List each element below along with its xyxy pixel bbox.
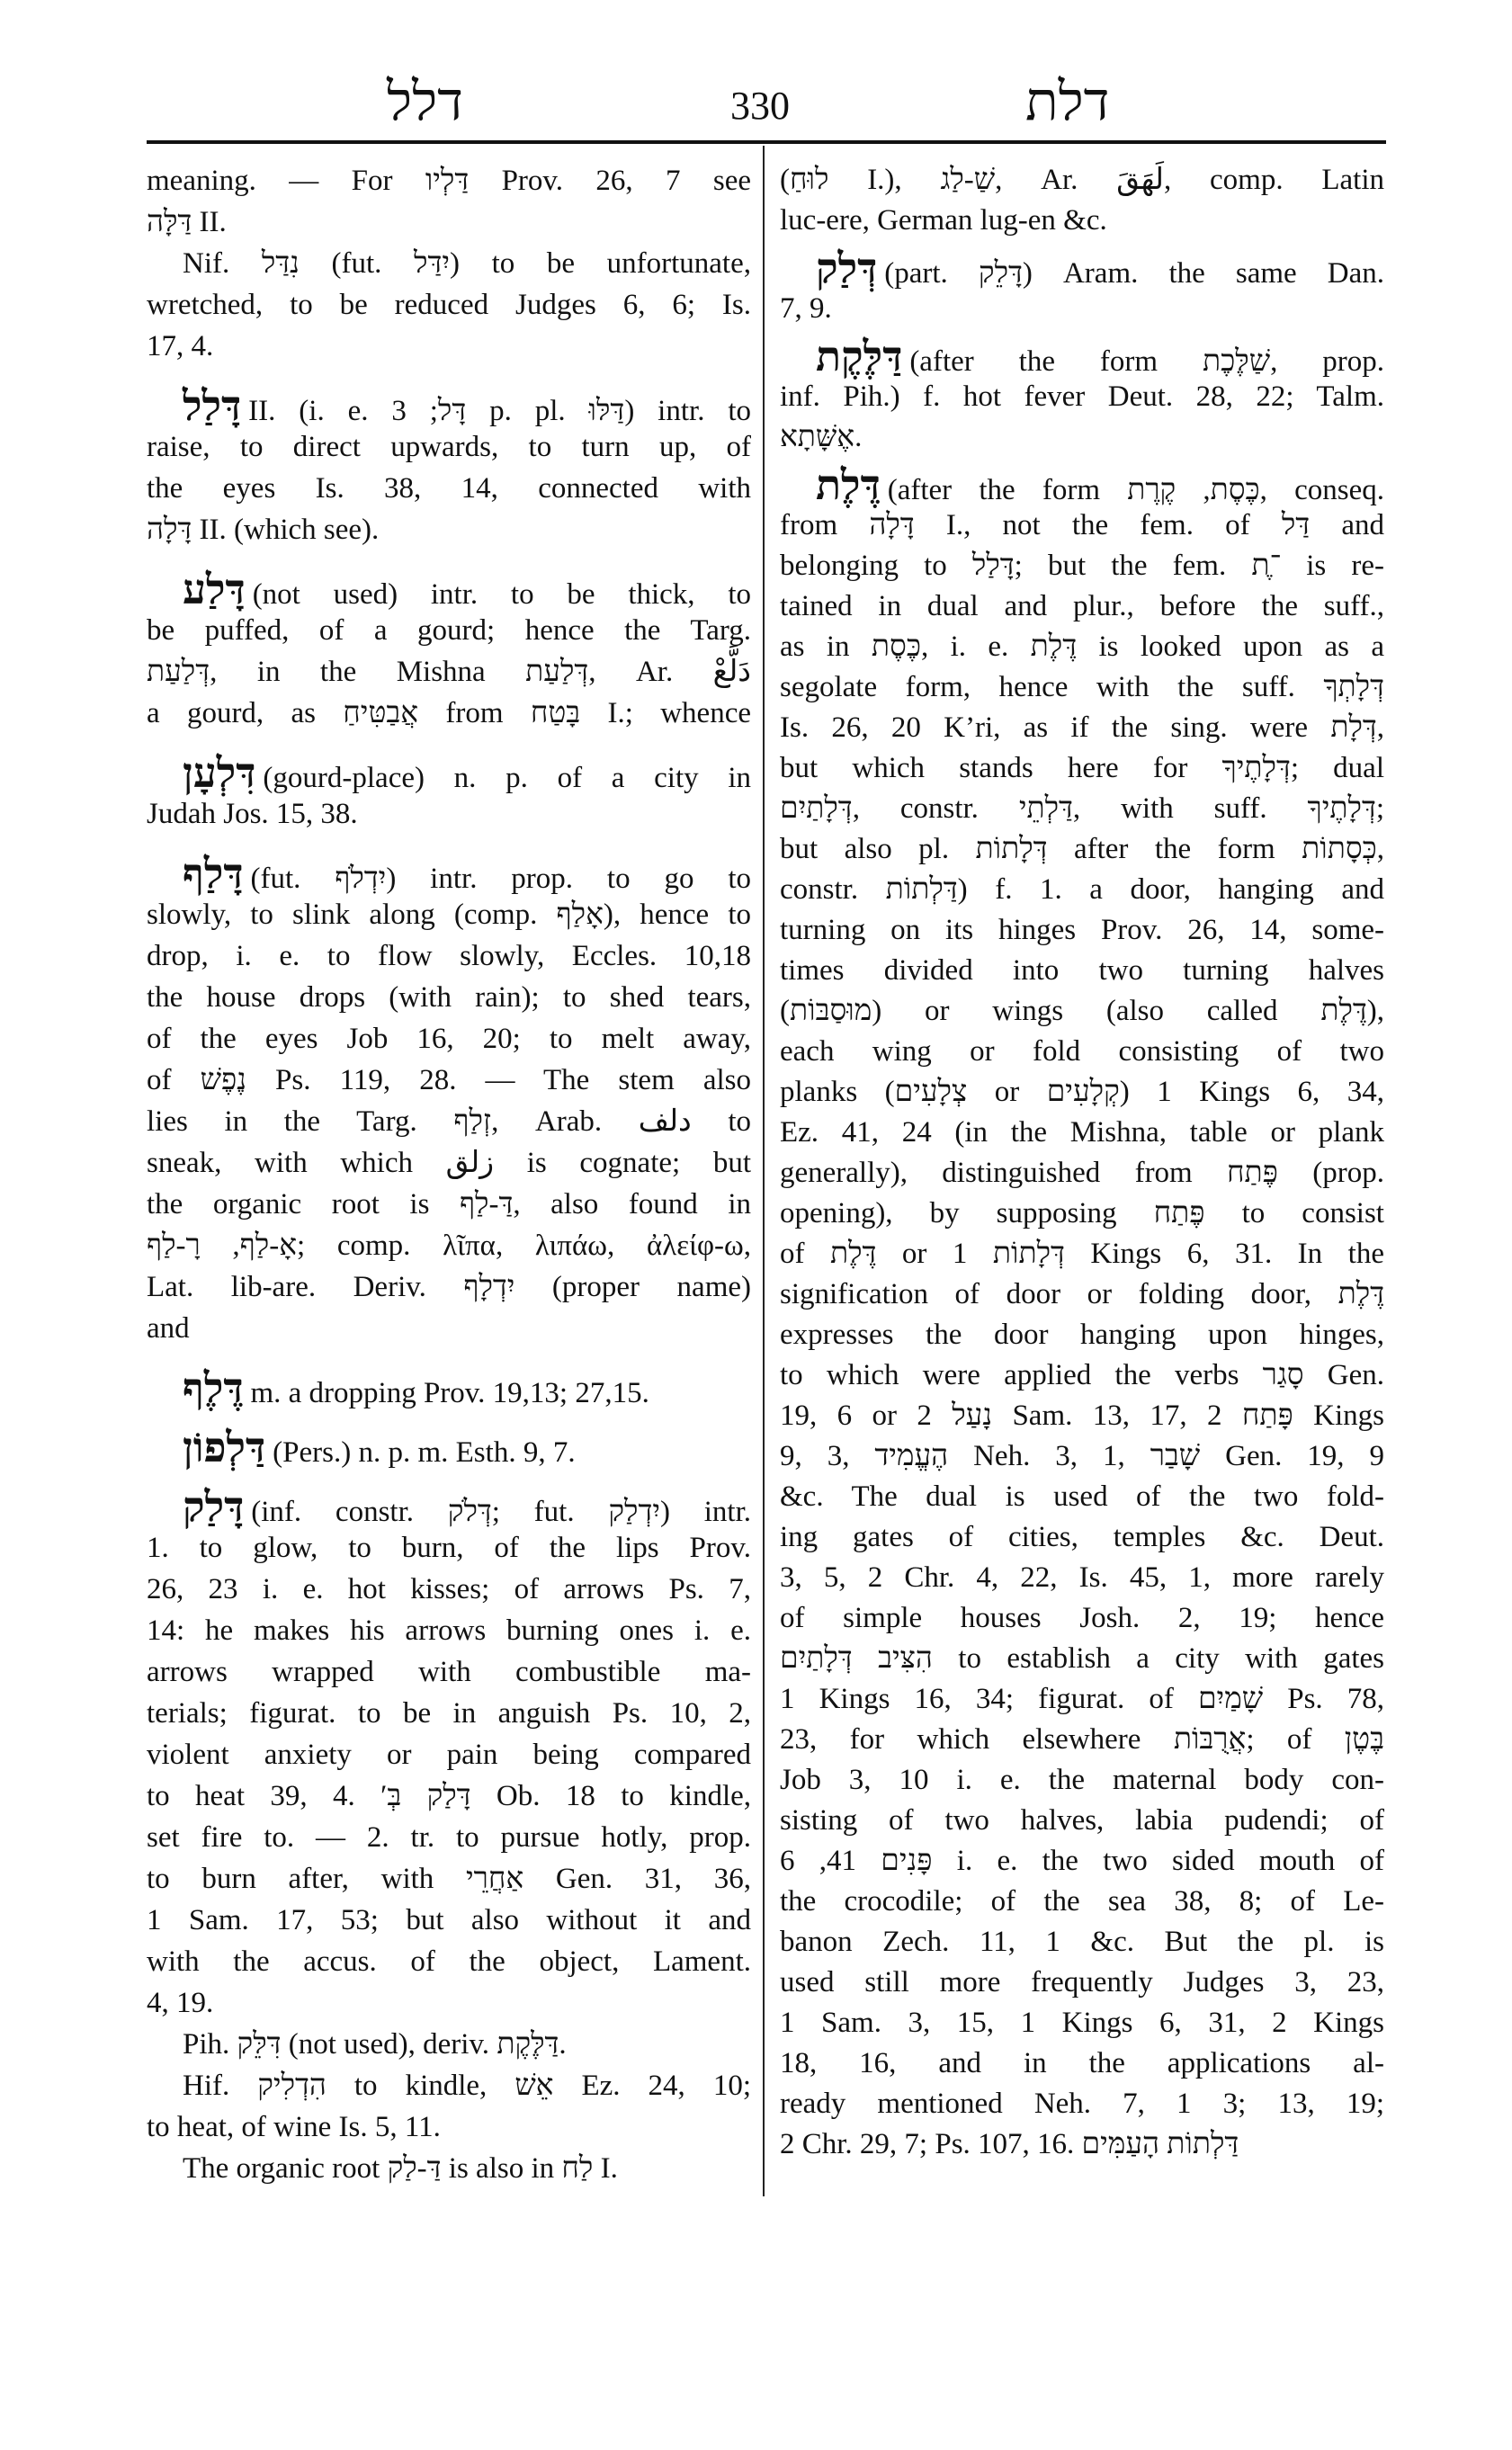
- line-text: segolate form, hence with the suff. דְּלָתְךָ: [780, 671, 1384, 703]
- text-line: [780, 586, 1384, 627]
- text-line: [780, 377, 1384, 417]
- line-text: פָּנִים 41, 6 i. e. the two sided mouth of: [780, 1845, 1384, 1877]
- text-line: [147, 1734, 751, 1775]
- text-line: [147, 793, 751, 835]
- text-line: [147, 977, 751, 1018]
- headword: דַּלֶּקֶת: [816, 332, 903, 380]
- headword: דִּלְעָן: [183, 748, 256, 797]
- headword: דָּלַף: [183, 849, 244, 898]
- entry-headword-line: [780, 332, 1384, 380]
- text-line: [780, 1355, 1384, 1396]
- line-text: as in כֶּסֶת, i. e. דֶּלֶת is looked upon as a: [780, 630, 1384, 663]
- text-line: [780, 991, 1384, 1032]
- text-line: [147, 1225, 751, 1266]
- line-text: with the accus. of the object, Lament.: [147, 1945, 751, 1978]
- text-line: [780, 1679, 1384, 1720]
- line-text: and: [147, 1312, 190, 1345]
- text-line: [147, 2148, 751, 2189]
- text-line: [147, 1941, 751, 1982]
- line-text: sisting of two halves, labia pudendi; of: [780, 1804, 1384, 1837]
- text-line: [780, 1922, 1384, 1963]
- text-line: [780, 1396, 1384, 1436]
- text-line: [147, 426, 751, 468]
- line-text: Ez. 41, 24 (in the Mishna, table or plank: [780, 1116, 1384, 1149]
- text-line: [780, 417, 1384, 458]
- text-line: [147, 509, 751, 550]
- text-line: [780, 1153, 1384, 1194]
- text-line: [147, 1184, 751, 1225]
- text-line: [147, 1858, 751, 1900]
- line-text: signification of door or folding door, דֶּלֶת: [780, 1278, 1384, 1310]
- entry-headword-line: [780, 460, 1384, 509]
- text-line: [780, 2084, 1384, 2124]
- text-line: [780, 505, 1384, 546]
- line-text: דְּלָתַיִם, constr. דַּלְתֵי, with suff. דְּלָתֶיךָ;: [780, 792, 1384, 825]
- text-line: [780, 1558, 1384, 1598]
- entry-headword-line: [147, 1423, 751, 1471]
- line-text: drop, i. e. to flow slowly, Eccles. 10,18: [147, 940, 751, 972]
- line-text: Lat. lib-are. Deriv. יִדְלָף (proper name): [147, 1271, 752, 1303]
- text-line: [780, 1760, 1384, 1801]
- line-text: meaning. — For דַּלְיו Prov. 26, 7 see: [147, 165, 751, 197]
- left-column: [147, 160, 751, 2189]
- line-text: used still more frequently Judges 3, 23,: [780, 1966, 1384, 1998]
- line-text: Hif. הִדְלִיק to kindle, אֵשׁ Ez. 24, 10;: [183, 2070, 751, 2102]
- text-line: [780, 1194, 1384, 1234]
- line-text: (part. דָּלֵק) Aram. the same Dan.: [884, 257, 1385, 290]
- line-text: דְּלַעַת, in the Mishna דְּלַעַת, Ar. دَلَّعْ: [147, 656, 751, 688]
- line-text: planks (צְלָעִים or קְלָעִים) 1 Kings 6, 34,: [780, 1076, 1384, 1108]
- line-text: luc-ere, German lug-en &c.: [780, 204, 1107, 237]
- text-line: [147, 1266, 751, 1308]
- line-text: to burn after, with אַחֲרֵי Gen. 31, 36,: [147, 1863, 751, 1895]
- text-line: [780, 829, 1384, 870]
- text-line: [147, 2024, 751, 2065]
- line-text: sneak, with which زلق is cognate; but: [147, 1147, 751, 1179]
- line-text: the crocodile; of the sea 38, 8; of Le-: [780, 1885, 1384, 1918]
- line-text: opening), by supposing פֶּתַח to consist: [780, 1197, 1384, 1229]
- line-text: 1 Kings 16, 34; figurat. of שָׁמַיִם Ps. 78,: [780, 1683, 1384, 1715]
- line-text: 23, for which elsewhere אֲרֻבּוֹת; of בֶּטֶן: [780, 1723, 1384, 1756]
- line-text: m. a dropping Prov. 19,13; 27,15.: [250, 1377, 649, 1409]
- line-text: belonging to דָּלַל; but the fem. ־ֶת is re-: [780, 550, 1385, 582]
- line-text: slowly, to slink along (comp. אָלַף), hence to: [147, 899, 751, 931]
- text-line: [780, 1639, 1384, 1679]
- text-line: [147, 894, 751, 935]
- text-line: [147, 1142, 751, 1184]
- text-line: [147, 284, 751, 326]
- line-text: 2 Chr. 29, 7; Ps. 107, 16. דַּלְתוֹת הָעַמִּים: [780, 2128, 1239, 2160]
- text-line: [147, 935, 751, 977]
- text-line: [147, 1651, 751, 1693]
- line-text: but also pl. דְּלָתוֹת after the form כְּסָתוֹת,: [780, 833, 1385, 865]
- entry-headword-line: [147, 748, 751, 797]
- text-line: [147, 201, 751, 243]
- column-divider: [763, 146, 765, 2196]
- line-text: 1 Sam. 17, 53; but also without it and: [147, 1904, 751, 1936]
- line-text: אָ-לַף, רָ-לַף; comp. λῖπα, λιπάω, ἀλείφ-ω,: [147, 1229, 751, 1262]
- line-text: terials; figurat. to be in anguish Ps. 10, 2,: [147, 1697, 751, 1730]
- line-text: generally), distinguished from פֶּתַח (prop.: [780, 1157, 1384, 1189]
- text-line: [780, 1801, 1384, 1841]
- line-text: 4, 19.: [147, 1987, 214, 2019]
- text-line: [780, 1234, 1384, 1274]
- line-text: the house drops (with rain); to shed tears,: [147, 981, 751, 1014]
- line-text: Nif. נִדַּל (fut. יִדַּל) to be unfortunate,: [183, 247, 751, 280]
- text-line: [780, 1720, 1384, 1760]
- header-rule: [147, 140, 1386, 144]
- text-line: [780, 910, 1384, 951]
- line-text: 14: he makes his arrows burning ones i. e.: [147, 1614, 751, 1647]
- headword: דָּלַק: [183, 1482, 245, 1531]
- text-line: [780, 1315, 1384, 1355]
- line-text: but which stands here for דְּלָתֶיךָ; dual: [780, 752, 1385, 784]
- line-text: 17, 4.: [147, 330, 214, 362]
- text-line: [147, 326, 751, 367]
- text-line: [780, 708, 1384, 748]
- text-line: [780, 1517, 1384, 1558]
- entry-headword-line: [147, 849, 751, 898]
- line-text: from דָּלָה I., not the fem. of דַּל and: [780, 509, 1384, 541]
- headword: דֶּלֶף: [183, 1364, 244, 1412]
- line-text: 1 Sam. 3, 15, 1 Kings 6, 31, 2 Kings: [780, 2007, 1384, 2039]
- text-line: [147, 1693, 751, 1734]
- entry-headword-line: [147, 381, 751, 430]
- line-text: (לוּחַ I.), שַׁ-לַג, Ar. لَهَقَ, comp. Latin: [780, 164, 1384, 196]
- text-line: [147, 651, 751, 693]
- line-text: Pih. דִּלֵּק (not used), deriv. דַּלֶּקֶת.: [183, 2028, 567, 2061]
- line-text: Is. 26, 20 K’ri, as if the sing. were דְּלָת,: [780, 711, 1384, 744]
- text-line: [147, 1569, 751, 1610]
- text-line: [147, 1900, 751, 1941]
- line-text: 9, 3, הֶעֱמִיד Neh. 3, 1, שָׁבַר Gen. 19, 9: [780, 1440, 1384, 1472]
- text-line: [780, 870, 1384, 910]
- line-text: the eyes Is. 38, 14, connected with: [147, 472, 751, 505]
- text-line: [780, 2043, 1384, 2084]
- line-text: (מוּסַבּוֹת) or wings (also called דֶּלֶת),: [780, 995, 1384, 1027]
- text-line: [147, 2106, 751, 2148]
- line-text: a gourd, as אֲבַטִּיחַ from בָּטַח I.; whence: [147, 697, 751, 729]
- text-line: [147, 1775, 751, 1817]
- text-line: [780, 546, 1384, 586]
- line-text: the organic root is דַּ-לַף, also found in: [147, 1188, 751, 1221]
- text-line: [147, 1060, 751, 1101]
- right-column: [780, 160, 1384, 2165]
- line-text: lies in the Targ. זְלַף, Arab. دلف to: [147, 1105, 752, 1138]
- line-text: הִצִּיב דְּלָתַיִם to establish a city with gates: [780, 1642, 1384, 1675]
- text-line: [780, 667, 1384, 708]
- line-text: (not used) intr. to be thick, to: [252, 578, 751, 611]
- text-line: [780, 201, 1384, 241]
- line-text: 26, 23 i. e. hot kisses; of arrows Ps. 7,: [147, 1573, 751, 1605]
- text-line: [147, 1101, 751, 1142]
- headword: דַּלְפוֹן: [183, 1423, 266, 1471]
- line-text: 3, 5, 2 Chr. 4, 22, Is. 45, 1, more rarely: [780, 1561, 1384, 1594]
- text-line: [780, 1477, 1384, 1517]
- line-text: 7, 9.: [780, 292, 832, 325]
- text-line: [147, 1982, 751, 2024]
- text-line: [780, 2124, 1384, 2165]
- text-line: [147, 2065, 751, 2106]
- text-line: [780, 1841, 1384, 1882]
- line-text: to which were applied the verbs סָגַר Gen.: [780, 1359, 1384, 1391]
- line-text: (Pers.) n. p. m. Esth. 9, 7.: [273, 1436, 576, 1469]
- text-line: [780, 1963, 1384, 2003]
- text-line: [780, 627, 1384, 667]
- text-line: [147, 1817, 751, 1858]
- line-text: wretched, to be reduced Judges 6, 6; Is.: [147, 289, 751, 321]
- line-text: 18, 16, and in the applications al-: [780, 2047, 1384, 2079]
- line-text: be puffed, of a gourd; hence the Targ.: [147, 614, 751, 647]
- line-text: to heat, of wine Is. 5, 11.: [147, 2111, 441, 2143]
- text-line: [780, 1072, 1384, 1113]
- guide-word-left: דלל: [387, 70, 463, 133]
- line-text: דַּלָּה II.: [147, 206, 227, 238]
- line-text: each wing or fold consisting of two: [780, 1035, 1384, 1068]
- guide-word-right: דלת: [1025, 70, 1110, 133]
- line-text: Job 3, 10 i. e. the maternal body con-: [780, 1764, 1384, 1796]
- text-line: [780, 1032, 1384, 1072]
- text-line: [780, 2003, 1384, 2043]
- line-text: (fut. יִדְלֹף) intr. prop. to go to: [250, 863, 751, 895]
- page-number: 330: [730, 84, 790, 128]
- line-text: times divided into two turning halves: [780, 954, 1384, 987]
- line-text: turning on its hinges Prov. 26, 14, some-: [780, 914, 1384, 946]
- line-text: ing gates of cities, temples &c. Deut.: [780, 1521, 1384, 1553]
- line-text: arrows wrapped with combustible ma-: [147, 1656, 751, 1688]
- line-text: (after the form שַׁלֶּכֶת, prop.: [909, 345, 1384, 378]
- line-text: (after the form כֶּסֶת, קֶרֶת, conseq.: [887, 474, 1384, 506]
- text-line: [780, 1882, 1384, 1922]
- line-text: of נֶפֶשׁ Ps. 119, 28. — The stem also: [147, 1064, 751, 1096]
- text-line: [780, 951, 1384, 991]
- line-text: ready mentioned Neh. 7, 1 3; 13, 19;: [780, 2088, 1384, 2120]
- text-line: [780, 1113, 1384, 1153]
- headword: דֶּלֶת: [816, 460, 881, 509]
- line-text: אֶשָּׁתָא.: [780, 421, 863, 453]
- entry-headword-line: [780, 244, 1385, 292]
- line-text: banon Zech. 11, 1 &c. But the pl. is: [780, 1926, 1384, 1958]
- line-text: (inf. constr. דְּלֹק; fut. יִדְלַק) intr.: [251, 1496, 751, 1528]
- headword: דְּלַק: [816, 244, 878, 292]
- line-text: violent anxiety or pain being compared: [147, 1739, 751, 1771]
- text-line: [780, 1274, 1384, 1315]
- line-text: 1. to glow, to burn, of the lips Prov.: [147, 1532, 751, 1564]
- entry-headword-line: [147, 565, 751, 613]
- line-text: (gourd-place) n. p. of a city in: [263, 762, 751, 794]
- line-text: II. (i. e. דָּל; 3 p. pl. דַּלּוּ) intr. to: [248, 395, 751, 427]
- line-text: Judah Jos. 15, 38.: [147, 798, 358, 830]
- line-text: set fire to. — 2. tr. to pursue hotly, prop.: [147, 1821, 751, 1854]
- line-text: of דֶּלֶת or דְּלָתוֹת 1 Kings 6, 31. In the: [780, 1238, 1384, 1270]
- line-text: constr. דַּלְתוֹת) f. 1. a door, hanging and: [780, 873, 1384, 906]
- line-text: of the eyes Job 16, 20; to melt away,: [147, 1023, 751, 1055]
- text-line: [147, 160, 751, 201]
- line-text: 19, 6 or נָעַל 2 Sam. 13, 17, פָּתַח 2 Kings: [780, 1399, 1385, 1432]
- text-line: [147, 693, 751, 734]
- line-text: expresses the door hanging upon hinges,: [780, 1319, 1384, 1351]
- line-text: tained in dual and plur., before the suff.,: [780, 590, 1384, 622]
- line-text: inf. Pih.) f. hot fever Deut. 28, 22; Talm.: [780, 380, 1384, 413]
- text-line: [147, 1610, 751, 1651]
- text-line: [780, 748, 1384, 789]
- line-text: to heat 39, 4. ′דָּלַק בְּ Ob. 18 to kindle,: [147, 1780, 752, 1812]
- text-line: [147, 468, 751, 509]
- text-line: [780, 1598, 1384, 1639]
- text-line: [780, 289, 1384, 329]
- entry-headword-line: [147, 1482, 751, 1531]
- line-text: דָּלָה II. (which see).: [147, 514, 380, 546]
- text-line: [780, 160, 1384, 201]
- text-line: [780, 789, 1384, 829]
- text-line: [147, 1308, 751, 1349]
- text-line: [780, 1436, 1384, 1477]
- text-line: [147, 1527, 751, 1569]
- entry-headword-line: [147, 1364, 751, 1412]
- headword: דָּלַל: [183, 381, 242, 430]
- text-line: [147, 243, 751, 284]
- text-line: [147, 1018, 751, 1060]
- text-line: [147, 610, 751, 651]
- line-text: raise, to direct upwards, to turn up, of: [147, 431, 751, 463]
- line-text: &c. The dual is used of the two fold-: [780, 1480, 1384, 1513]
- line-text: of simple houses Josh. 2, 19; hence: [780, 1602, 1384, 1634]
- headword: דָּלַע: [183, 565, 246, 613]
- line-text: The organic root דַּ-לַק is also in לַח I.: [183, 2152, 618, 2185]
